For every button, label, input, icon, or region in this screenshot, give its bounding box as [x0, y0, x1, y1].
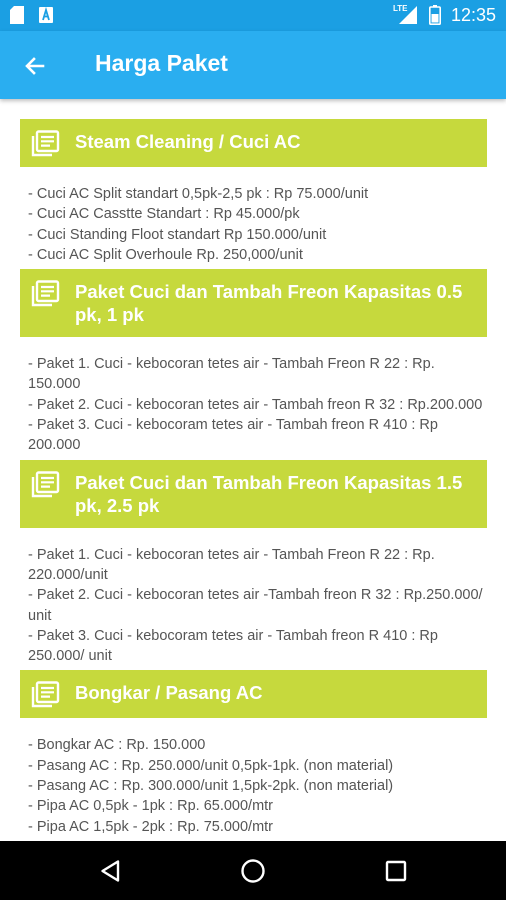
- home-circle-icon: [240, 858, 266, 884]
- nav-home-button[interactable]: [237, 855, 269, 887]
- nav-recents-button[interactable]: [380, 855, 412, 887]
- section-title: Paket Cuci dan Tambah Freon Kapasitas 1.5 pk, 2.5 pk: [75, 471, 463, 516]
- section-body: [0, 718, 506, 840]
- page-title: Harga Paket: [95, 50, 228, 76]
- price-line: - Pipa AC 1,5pk - 2pk : Rp. 75.000/mtr: [28, 818, 274, 835]
- signal-icon: [393, 4, 419, 26]
- document-list-icon: [30, 471, 60, 497]
- section-body: [0, 167, 506, 269]
- system-nav-bar: [0, 841, 506, 900]
- price-line: - Paket 1. Cuci - kebocoran tetes air - Tambah Freon R 22 : Rp. 150.000: [28, 356, 435, 393]
- price-list[interactable]: [0, 99, 506, 835]
- price-line: - Bongkar AC : Rp. 150.000: [28, 737, 206, 754]
- section-header: [20, 269, 487, 337]
- notification-a-icon: [38, 6, 54, 24]
- section-paket-large: [0, 460, 506, 671]
- status-time: 12:35: [450, 4, 496, 25]
- app-bar: [0, 31, 506, 99]
- section-steam-cleaning: [0, 119, 506, 269]
- document-list-icon: [30, 130, 60, 156]
- section-bongkar-pasang: [0, 670, 506, 840]
- section-body: [0, 337, 506, 459]
- price-line: - Paket 3. Cuci - kebocoram tetes air - Tambah freon R 410 : Rp 200.000: [28, 417, 438, 454]
- price-line: - Cuci Standing Floot standart Rp 150.000/unit: [28, 226, 327, 243]
- price-line: - Pipa AC 0,5pk - 1pk : Rp. 65.000/mtr: [28, 798, 274, 815]
- document-list-icon: [30, 681, 60, 707]
- arrow-left-icon: [23, 54, 47, 78]
- price-line: - Paket 3. Cuci - kebocoram tetes air - Tambah freon R 410 : Rp 250.000/ unit: [28, 627, 438, 665]
- price-line: - Paket 2. Cuci - kebocoran tetes air - Tambah freon R 32 : Rp.200.000: [28, 396, 483, 413]
- battery-icon: [429, 5, 441, 25]
- price-line: - Cuci AC Casstte Standart : Rp 45.000/pk: [28, 206, 300, 223]
- document-list-icon: [30, 280, 60, 306]
- back-triangle-icon: [99, 859, 123, 883]
- sd-card-icon: [10, 6, 26, 24]
- price-line: - Pasang AC : Rp. 250.000/unit 0,5pk-1pk. (non material): [28, 757, 394, 774]
- status-bar: [0, 0, 506, 31]
- price-line: - Paket 2. Cuci - kebocoran tetes air -Tambah freon R 32 : Rp.250.000/ unit: [28, 587, 483, 624]
- section-body: [0, 528, 506, 671]
- nav-back-button[interactable]: [95, 855, 127, 887]
- price-line: - Cuci AC Split standart 0,5pk-2,5 pk : Rp 75.000/unit: [28, 186, 369, 202]
- back-button[interactable]: [18, 49, 52, 83]
- section-header: [20, 119, 487, 167]
- recents-square-icon: [385, 860, 407, 882]
- price-line: - Paket 1. Cuci - kebocoran tetes air - Tambah Freon R 22 : Rp. 220.000/unit: [28, 546, 435, 583]
- section-header: [20, 670, 487, 718]
- section-title: Paket Cuci dan Tambah Freon Kapasitas 0.5 pk, 1 pk: [75, 281, 463, 326]
- price-line: - Cuci AC Split Overhoule Rp. 250,000/unit: [28, 246, 303, 263]
- section-paket-small: [0, 269, 506, 459]
- network-type-label: LTE: [392, 4, 408, 13]
- section-header: [20, 460, 487, 528]
- section-title: Bongkar / Pasang AC: [75, 682, 263, 704]
- price-line: - Pasang AC : Rp. 300.000/unit 1,5pk-2pk. (non material): [28, 778, 394, 795]
- section-title: Steam Cleaning / Cuci AC: [75, 131, 301, 152]
